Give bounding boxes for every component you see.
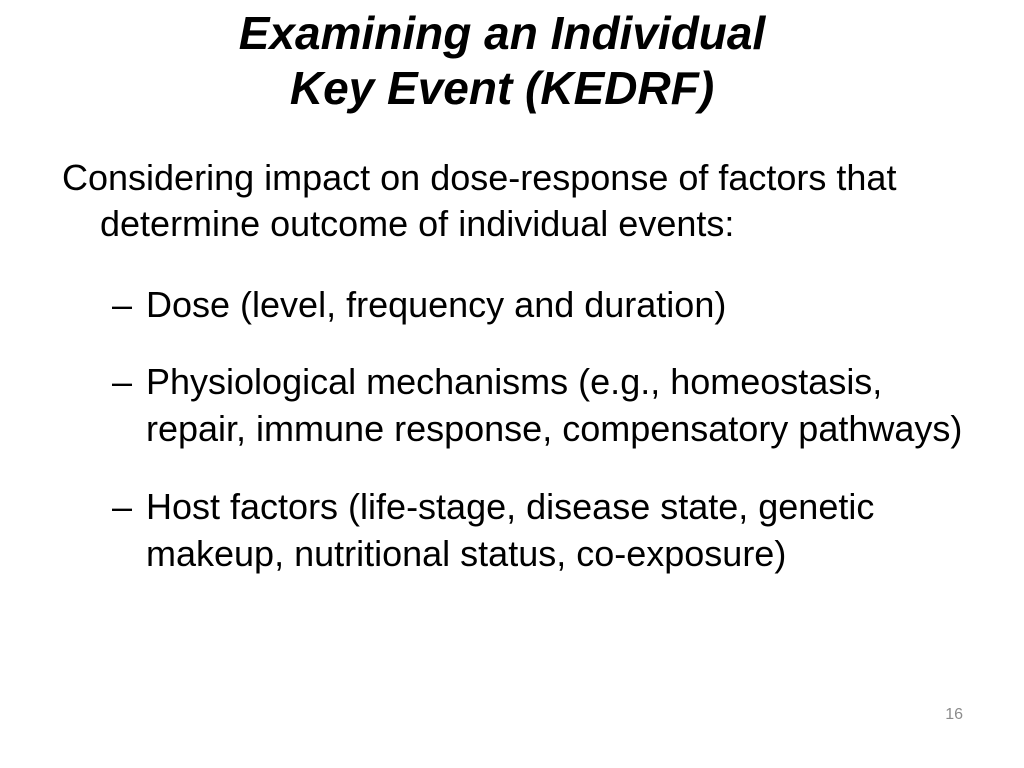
slide-title-line-2: Key Event (KEDRF) [289,62,715,114]
page-number: 16 [945,706,963,723]
bullet-item-host-factors [62,483,982,577]
bullet-item-dose [62,281,982,328]
slide-title-line-1: Examining an Individual [238,7,766,59]
bullet-text: Host factors (life-stage, disease state, genetic makeup, nutritional status, co-exposure) [146,486,875,574]
bullet-list [62,281,982,577]
bullet-dash-marker: – [112,361,133,402]
bullet-dash-marker: – [112,486,133,527]
slide-body [62,155,982,577]
bullet-text: Dose (level, frequency and duration) [146,284,727,325]
bullet-text: Physiological mechanisms (e.g., homeostasis, repair, immune response, compensatory pathways) [146,361,963,449]
slide-title [0,6,1004,116]
intro-paragraph: Considering impact on dose-response of factors that determine outcome of individual events: [62,157,897,244]
bullet-dash-marker: – [112,284,133,325]
bullet-item-physiological-mechanisms [62,358,982,452]
